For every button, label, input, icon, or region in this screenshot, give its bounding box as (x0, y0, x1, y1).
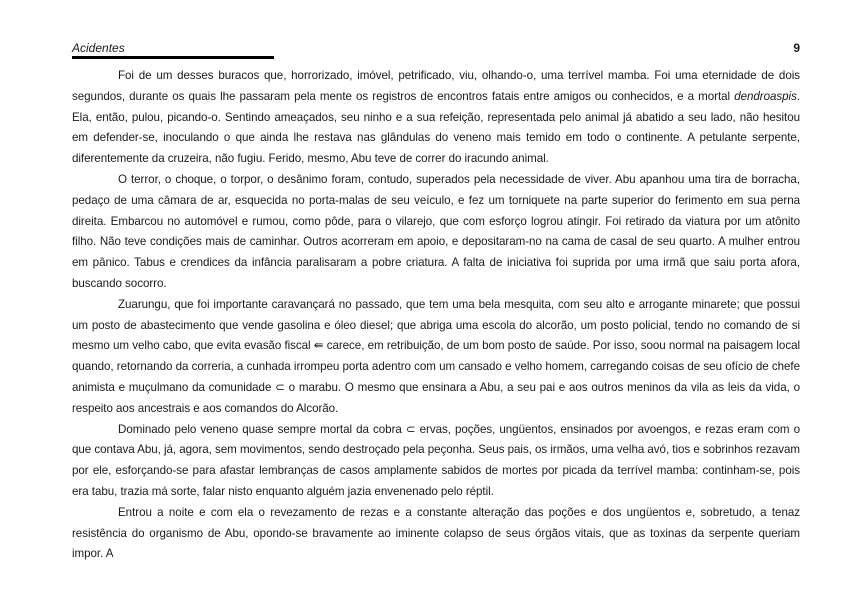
paragraph (72, 420, 800, 503)
paragraph-text: O terror, o choque, o torpor, o desânimo foram, contudo, superados pela necessidade de viver. Abu apanhou uma tira de borracha, pedaço de uma câmara de ar, esquecida no porta-malas de seu veículo, e fez um torniquete na parte superior do ferimento em sua perna direita. Embarcou no automóvel e rumou, como pôde, para o vilarejo, que com esforço logrou atingir. Foi retirado da viatura por um atônito filho. Não teve condições mais de caminhar. Outros acorreram em apoio, e depositaram-no na cama de casal de seu quarto. A mulher entrou em pânico. Tabus e crendices da infância paralisaram a pobre criatura. A falta de iniciativa foi suprida por uma irmã que saiu porta afora, buscando socorro. (72, 172, 800, 290)
running-title: Acidentes (72, 41, 125, 55)
page-header (72, 40, 800, 60)
paragraph (72, 170, 800, 295)
paragraph-text: Zuarungu, que foi importante caravançará no passado, que tem uma bela mesquita, com seu alto e arrogante minarete; que possui um posto de abastecimento que vende gasolina e óleo diesel; que abriga uma escola do alcorão, um posto policial, tendo no comando de si mesmo um velho cabo, que evita evasão fiscal ⇚ carece, em retribuição, de um bom posto de saúde. Por isso, soou normal na paisagem local quando, retornando da correria, a cunhada irrompeu porta adentro com um cansado e velho homem, carregando coisas de seu ofício de chefe animista e muçulmano da comunidade ⊂ o marabu. O mesmo que ensinara a Abu, a seu pai e aos outros meninos da vila as leis da vida, o respeito aos ancestrais e aos comandos do Alcorão. (72, 297, 800, 415)
paragraph (72, 295, 800, 420)
page-number: 9 (793, 41, 800, 55)
paragraph (72, 66, 800, 170)
paragraph-text: Entrou a noite e com ela o revezamento de rezas e a constante alteração das poções e dos ungüentos e, sobretudo, a tenaz resistência do organismo de Abu, opondo-se bravamente ao iminente colapso de seus órgãos vitais, que as toxinas da serpente queriam impor. A (72, 505, 800, 561)
paragraph-text: Foi de um desses buracos que, horrorizado, imóvel, petrificado, viu, olhando-o, uma terrível mamba. Foi uma eternidade de dois segundos, durante os quais lhe passaram pela mente os registros de encontros fatais entre amigos ou conhecidos, e a mortal (72, 69, 800, 103)
paragraph-text: . Ela, então, pulou, picando-o. Sentindo ameaçados, seu ninho e a sua refeição, representada pelo animal já abatido a seu lado, não hesitou em defender-se, inoculando o que ainda lhe restava nas glândulas do veneno mais temido em todo o continente. A petulante serpente, diferentemente da cruzeira, não fugiu. Ferido, mesmo, Abu teve de correr do iracundo animal. (72, 89, 800, 166)
header-rule (72, 56, 274, 59)
paragraph-text: Dominado pelo veneno quase sempre mortal da cobra ⊂ ervas, poções, ungüentos, ensinados por avoengos, e rezas eram com o que contava Abu, já, agora, sem movimentos, sendo destroçado pela peçonha. Seus pais, os irmãos, uma velha avó, tios e sobrinhos rezavam por ele, esforçando-se para afastar lembranças de casos amplamente sabidos de mortes por picada da terrível mamba: continham-se, pois era tabu, trazia má sorte, falar nisto enquanto alguém jazia envenenado pelo réptil. (72, 422, 800, 498)
paragraph (72, 503, 800, 565)
italic-term: dendroaspis (734, 89, 797, 103)
body-text (72, 66, 800, 565)
